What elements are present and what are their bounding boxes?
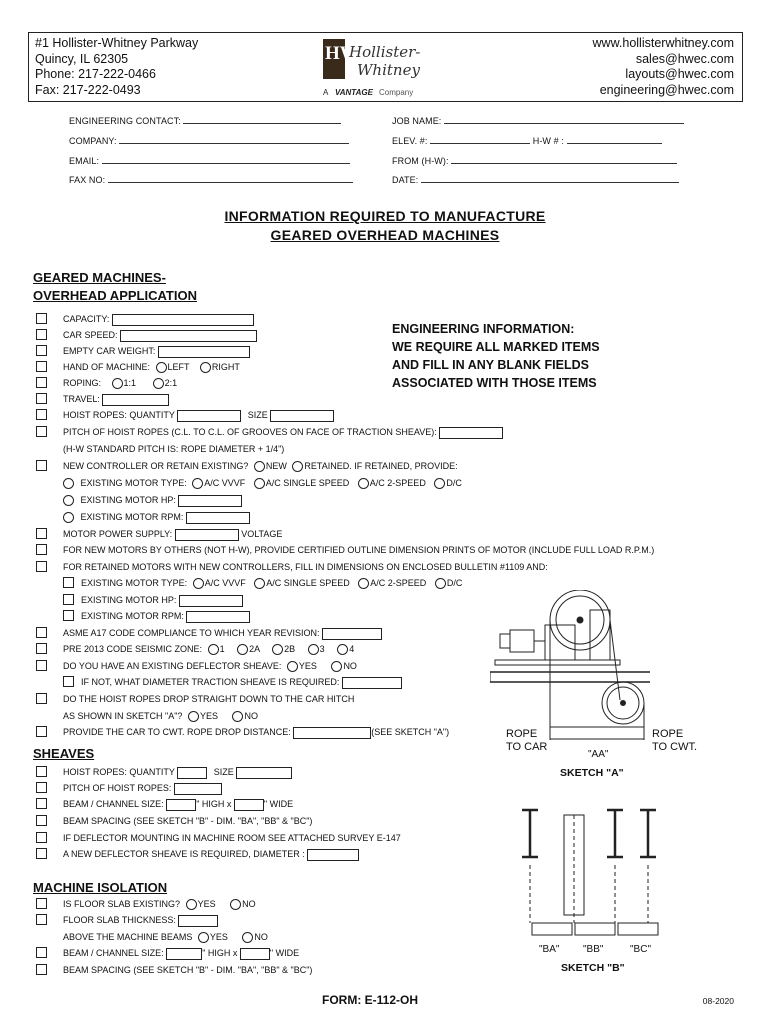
sales-email-link[interactable]: sales@hwec.com xyxy=(635,51,734,66)
above-beams-row xyxy=(63,931,268,943)
controller-new-label: NEW xyxy=(265,461,287,471)
new-motors-checkbox[interactable] xyxy=(36,544,47,555)
header-box xyxy=(28,32,743,102)
as-shown-no-radio[interactable] xyxy=(232,711,243,722)
floor-slab-row xyxy=(63,898,256,910)
logo-name-bottom: Whitney xyxy=(357,61,420,79)
empty-car-weight-input[interactable] xyxy=(158,346,250,358)
new-deflector-row xyxy=(63,848,359,861)
address-line2: Quincy, IL 62305 xyxy=(35,51,129,66)
form-title-line2: GEARED OVERHEAD MACHINES xyxy=(270,227,500,243)
retained-ac-vvvf-label: A/C VVVF xyxy=(204,478,246,488)
elev-input[interactable] xyxy=(430,134,530,144)
retained2-dc-label: D/C xyxy=(446,578,463,588)
engineering-info-box xyxy=(392,320,642,392)
seismic-row xyxy=(63,643,354,655)
zone-2a-label: 2A xyxy=(249,644,260,654)
car-speed-label: CAR SPEED: xyxy=(63,330,118,340)
zone-2b-label: 2B xyxy=(284,644,296,654)
empty-car-weight-checkbox[interactable] xyxy=(36,345,47,356)
travel-label: TRAVEL: xyxy=(63,394,100,404)
engineering-info-line2: WE REQUIRE ALL MARKED ITEMS xyxy=(392,340,600,354)
zone-2a-radio[interactable] xyxy=(237,644,248,655)
roping-row xyxy=(63,377,177,389)
date-label: DATE: xyxy=(392,175,419,185)
isolation-wide-label: " WIDE xyxy=(269,948,300,958)
sheaves-hoist-qty-label: HOIST ROPES: QUANTITY xyxy=(63,767,175,777)
retained2-motor-type-checkbox[interactable] xyxy=(63,577,74,588)
capacity-row xyxy=(63,313,254,326)
capacity-checkbox[interactable] xyxy=(36,313,47,324)
rope-to-cwt-1: ROPE xyxy=(652,728,684,740)
drop-straight-checkbox[interactable] xyxy=(36,693,47,704)
new-controller-label: NEW CONTROLLER OR RETAIN EXISTING? xyxy=(63,461,249,471)
fax-no-row xyxy=(69,173,353,185)
company-row xyxy=(69,134,349,146)
roping-11-label: 1:1 xyxy=(123,378,137,388)
new-deflector-input[interactable] xyxy=(307,849,359,861)
empty-car-weight-label: EMPTY CAR WEIGHT: xyxy=(63,346,156,356)
as-shown-label: AS SHOWN IN SKETCH "A"? xyxy=(63,711,183,721)
floor-thickness-label: FLOOR SLAB THICKNESS: xyxy=(63,915,176,925)
retained-motors-checkbox[interactable] xyxy=(36,561,47,572)
controller-retained-radio[interactable] xyxy=(292,461,303,472)
pitch-checkbox[interactable] xyxy=(36,426,47,437)
logo-name-top: Hollister- xyxy=(349,43,421,61)
as-shown-yes-radio[interactable] xyxy=(188,711,199,722)
sheaves-hoist-ropes-row xyxy=(63,766,292,779)
zone-3-radio[interactable] xyxy=(308,644,319,655)
zone-1-radio[interactable] xyxy=(208,644,219,655)
section-heading-isolation: MACHINE ISOLATION xyxy=(33,880,168,895)
seismic-checkbox[interactable] xyxy=(36,643,47,654)
retained-motor-type-radio[interactable] xyxy=(63,478,74,489)
as-shown-row xyxy=(63,710,258,722)
new-motors-by-others-text: FOR NEW MOTORS BY OTHERS (NOT H-W), PROVIDE CERTIFIED OUTLINE DIMENSION PRINTS OF MOTOR (INCLUDE FULL LOAD R.P.M.) xyxy=(63,545,655,555)
retained2-motor-type-label: EXISTING MOTOR TYPE: xyxy=(81,578,188,588)
bc-dim-label: "BC" xyxy=(630,944,651,955)
isolation-beam-spacing-checkbox[interactable] xyxy=(36,964,47,975)
travel-input[interactable] xyxy=(102,394,169,406)
hoist-ropes-qty-label: HOIST ROPES: QUANTITY xyxy=(63,410,175,420)
new-controller-checkbox[interactable] xyxy=(36,460,47,471)
sheaves-beam-spacing-text: BEAM SPACING (SEE SKETCH "B" - DIM. "BA", "BB" & "BC") xyxy=(63,816,313,826)
hw-label: H-W # : xyxy=(532,136,564,146)
engineering-email-link[interactable]: engineering@hwec.com xyxy=(599,82,734,97)
form-date: 08-2020 xyxy=(702,996,734,1006)
deflector-label: DO YOU HAVE AN EXISTING DEFLECTOR SHEAVE: xyxy=(63,661,282,671)
voltage-label: VOLTAGE xyxy=(241,529,283,539)
retained-ac-single-label: A/C SINGLE SPEED xyxy=(265,478,350,488)
retained-motor-type-label: EXISTING MOTOR TYPE: xyxy=(80,478,187,488)
company-label: COMPANY: xyxy=(69,136,117,146)
bb-dim-label: "BB" xyxy=(583,944,604,955)
drop-distance-input[interactable] xyxy=(293,727,371,739)
deflector-checkbox[interactable] xyxy=(36,660,47,671)
traction-sheave-row xyxy=(81,676,402,689)
job-name-label: JOB NAME: xyxy=(392,116,442,126)
retained-motor-rpm-label: EXISTING MOTOR RPM: xyxy=(80,512,184,522)
email-input[interactable] xyxy=(102,154,350,164)
zone-1-label: 1 xyxy=(219,644,225,654)
asme-row xyxy=(63,627,382,640)
hoist-ropes-size-label: SIZE xyxy=(247,410,268,420)
above-beams-no-label: NO xyxy=(254,932,268,942)
vantage-brand: VANTAGE xyxy=(335,88,373,97)
isolation-beam-wide-input[interactable] xyxy=(240,948,270,960)
hand-of-machine-label: HAND OF MACHINE: xyxy=(63,362,151,372)
sheaves-deflector-mount-checkbox[interactable] xyxy=(36,832,47,843)
capacity-input[interactable] xyxy=(112,314,254,326)
above-beams-no-radio[interactable] xyxy=(242,932,253,943)
as-shown-no-label: NO xyxy=(244,711,258,721)
sheaves-beam-spacing-checkbox[interactable] xyxy=(36,815,47,826)
retained-motor-hp-input[interactable] xyxy=(178,495,242,507)
retained2-ac-single-radio[interactable] xyxy=(254,578,265,589)
engineering-info-line3: AND FILL IN ANY BLANK FIELDS xyxy=(392,358,589,372)
company-input[interactable] xyxy=(119,134,349,144)
floor-slab-label: IS FLOOR SLAB EXISTING? xyxy=(63,899,181,909)
ba-input-shape xyxy=(532,923,572,935)
sheaves-beam-row xyxy=(63,798,293,811)
date-input[interactable] xyxy=(421,173,679,183)
retained2-motor-hp-input[interactable] xyxy=(179,595,243,607)
retained2-motor-rpm-label: EXISTING MOTOR RPM: xyxy=(81,611,184,621)
company-logo xyxy=(321,37,471,99)
retained-ac-2speed-label: A/C 2-SPEED xyxy=(369,478,426,488)
retained-dc-label: D/C xyxy=(446,478,462,488)
new-controller-row xyxy=(63,460,458,472)
sheaves-pitch-label: PITCH OF HOIST ROPES: xyxy=(63,783,172,793)
job-name-row xyxy=(392,114,684,126)
hand-right-radio[interactable] xyxy=(200,362,211,373)
sketch-b-drawing xyxy=(512,805,662,960)
zone-4-radio[interactable] xyxy=(337,644,348,655)
section-heading-overhead: OVERHEAD APPLICATION xyxy=(33,288,197,303)
asme-label: ASME A17 CODE COMPLIANCE TO WHICH YEAR REVISION: xyxy=(63,628,320,638)
retained2-motor-rpm-input[interactable] xyxy=(186,611,250,623)
sheaves-pitch-checkbox[interactable] xyxy=(36,782,47,793)
deflector-no-label: NO xyxy=(343,661,357,671)
retained-motor-rpm-input[interactable] xyxy=(186,512,250,524)
retained2-ac-2speed-label: A/C 2-SPEED xyxy=(370,578,427,588)
form-title-line1: INFORMATION REQUIRED TO MANUFACTURE xyxy=(224,208,546,224)
roping-11-radio[interactable] xyxy=(112,378,123,389)
rope-to-car-2: TO CAR xyxy=(506,741,548,753)
rope-to-cwt-label xyxy=(652,728,697,754)
hand-of-machine-checkbox[interactable] xyxy=(36,361,47,372)
hoist-ropes-qty-input[interactable] xyxy=(177,410,241,422)
fax-no-label: FAX NO: xyxy=(69,175,106,185)
floor-thickness-row xyxy=(63,914,218,927)
controller-new-radio[interactable] xyxy=(254,461,265,472)
rope-to-car-label xyxy=(506,728,547,754)
engineering-info-line1: ENGINEERING INFORMATION: xyxy=(392,322,575,336)
isolation-high-label: " HIGH x xyxy=(202,948,238,958)
deflector-no-radio[interactable] xyxy=(331,661,342,672)
sheaves-pitch-input[interactable] xyxy=(174,783,222,795)
vantage-prefix: A xyxy=(323,88,329,97)
pitch-input[interactable] xyxy=(439,427,503,439)
above-beams-yes-radio[interactable] xyxy=(198,932,209,943)
isolation-beam-label: BEAM / CHANNEL SIZE: xyxy=(63,948,164,958)
travel-checkbox[interactable] xyxy=(36,393,47,404)
deflector-yes-label: YES xyxy=(298,661,317,671)
section-heading-geared: GEARED MACHINES- xyxy=(33,270,166,285)
engineering-contact-row xyxy=(69,114,341,126)
retained-dc-radio[interactable] xyxy=(434,478,445,489)
retained2-motor-hp-label: EXISTING MOTOR HP: xyxy=(81,595,177,605)
sheaves-hoist-qty-input[interactable] xyxy=(177,767,207,779)
roping-checkbox[interactable] xyxy=(36,377,47,388)
retained2-ac-vvvf-label: A/C VVVF xyxy=(204,578,246,588)
floor-slab-yes-label: YES xyxy=(197,899,216,909)
fax-no-input[interactable] xyxy=(108,173,353,183)
vantage-suffix: Company xyxy=(379,88,414,97)
retained2-dc-radio[interactable] xyxy=(435,578,446,589)
logo-letters: HW xyxy=(325,43,359,64)
zone-3-label: 3 xyxy=(319,644,325,654)
job-name-input[interactable] xyxy=(444,114,684,124)
traction-sheave-input[interactable] xyxy=(342,677,402,689)
elev-row xyxy=(392,134,662,146)
drop-distance-label: PROVIDE THE CAR TO CWT. ROPE DROP DISTANCE: xyxy=(63,727,291,737)
above-beams-yes-label: YES xyxy=(209,932,228,942)
see-sketch-a-label: (SEE SKETCH "A") xyxy=(371,727,450,737)
phone: Phone: 217-222-0466 xyxy=(35,67,156,81)
elev-label: ELEV. #: xyxy=(392,136,428,146)
capacity-label: CAPACITY: xyxy=(63,314,110,324)
floor-slab-checkbox[interactable] xyxy=(36,898,47,909)
hand-left-label: LEFT xyxy=(167,362,190,372)
roping-21-radio[interactable] xyxy=(153,378,164,389)
retained2-motor-rpm-row xyxy=(81,610,250,623)
floor-slab-no-label: NO xyxy=(242,899,256,909)
rope-to-car-1: ROPE xyxy=(506,728,538,740)
website-link[interactable]: www.hollisterwhitney.com xyxy=(592,36,734,50)
retained-motor-rpm-radio[interactable] xyxy=(63,512,74,523)
drop-straight-text: DO THE HOIST ROPES DROP STRAIGHT DOWN TO THE CAR HITCH xyxy=(63,694,355,704)
isolation-beam-checkbox[interactable] xyxy=(36,947,47,958)
pitch-row xyxy=(63,426,503,439)
asme-checkbox[interactable] xyxy=(36,627,47,638)
motor-power-checkbox[interactable] xyxy=(36,528,47,539)
base-plate xyxy=(495,660,620,665)
sheaves-beam-label: BEAM / CHANNEL SIZE: xyxy=(63,799,164,809)
car-speed-input[interactable] xyxy=(120,330,257,342)
sketch-a-drawing xyxy=(490,590,670,750)
traction-sheave-label: IF NOT, WHAT DIAMETER TRACTION SHEAVE IS REQUIRED: xyxy=(81,677,340,687)
traction-sheave-checkbox[interactable] xyxy=(63,676,74,687)
zone-2b-radio[interactable] xyxy=(272,644,283,655)
sketch-b-label: SKETCH "B" xyxy=(561,962,625,974)
from-hw-input[interactable] xyxy=(451,154,677,164)
hw-input[interactable] xyxy=(567,134,662,144)
sketch-a-label: SKETCH "A" xyxy=(560,767,624,779)
car-speed-row xyxy=(63,329,257,342)
ba-dim-label: "BA" xyxy=(539,944,560,955)
retained-ac-single-radio[interactable] xyxy=(254,478,265,489)
sheaves-beam-high-input[interactable] xyxy=(166,799,196,811)
retained2-motor-type-row xyxy=(81,577,462,589)
travel-row xyxy=(63,393,169,406)
floor-slab-no-radio[interactable] xyxy=(230,899,241,910)
hoist-ropes-size-input[interactable] xyxy=(270,410,334,422)
floor-thickness-input[interactable] xyxy=(178,915,218,927)
retained-motor-type-row xyxy=(63,477,462,489)
deflector-row xyxy=(63,660,357,672)
sheaves-high-label: " HIGH x xyxy=(196,799,232,809)
new-deflector-label: A NEW DEFLECTOR SHEAVE IS REQUIRED, DIAMETER : xyxy=(63,849,305,859)
section-heading-sheaves: SHEAVES xyxy=(33,746,95,761)
isolation-beam-row xyxy=(63,947,299,960)
floor-slab-yes-radio[interactable] xyxy=(186,899,197,910)
retained2-motor-hp-row xyxy=(81,594,243,607)
motor-power-label: MOTOR POWER SUPPLY: xyxy=(63,529,173,539)
retained-motor-hp-label: EXISTING MOTOR HP: xyxy=(80,495,176,505)
retained-ac-2speed-radio[interactable] xyxy=(358,478,369,489)
form-number: FORM: E-112-OH xyxy=(322,993,419,1007)
drop-distance-row xyxy=(63,726,449,739)
hand-right-label: RIGHT xyxy=(211,362,240,372)
address-line1: #1 Hollister-Whitney Parkway xyxy=(35,36,199,50)
roping-21-label: 2:1 xyxy=(164,378,178,388)
retained2-ac-vvvf-radio[interactable] xyxy=(193,578,204,589)
email-label: EMAIL: xyxy=(69,156,100,166)
controller-retained-label: RETAINED. IF RETAINED, PROVIDE: xyxy=(304,461,458,471)
pitch-note: (H-W STANDARD PITCH IS: ROPE DIAMETER + 1/4") xyxy=(63,444,285,454)
hoist-ropes-row xyxy=(63,409,334,422)
bb-input-shape xyxy=(575,923,615,935)
roping-label: ROPING: xyxy=(63,378,102,388)
from-hw-row xyxy=(392,154,677,166)
retained-motor-rpm-row xyxy=(63,511,250,524)
retained-motor-hp-row xyxy=(63,494,242,507)
retained-ac-vvvf-radio[interactable] xyxy=(192,478,203,489)
retained2-motor-rpm-checkbox[interactable] xyxy=(63,610,74,621)
retained-motor-hp-radio[interactable] xyxy=(63,495,74,506)
motor-power-input[interactable] xyxy=(175,529,239,541)
i-beam-middle xyxy=(607,810,623,857)
hand-left-radio[interactable] xyxy=(156,362,167,373)
retained2-ac-2speed-radio[interactable] xyxy=(358,578,369,589)
floor-thickness-checkbox[interactable] xyxy=(36,914,47,925)
car-speed-checkbox[interactable] xyxy=(36,329,47,340)
deflector-yes-radio[interactable] xyxy=(287,661,298,672)
empty-car-weight-row xyxy=(63,345,250,358)
sheaves-pitch-row xyxy=(63,782,222,795)
above-beams-label: ABOVE THE MACHINE BEAMS xyxy=(63,932,193,942)
aa-input-shape xyxy=(550,727,644,739)
motor-shape xyxy=(510,630,534,652)
retained2-motor-hp-checkbox[interactable] xyxy=(63,594,74,605)
company-contacts xyxy=(593,36,734,98)
sheaves-hoist-size-input[interactable] xyxy=(236,767,292,779)
seismic-label: PRE 2013 CODE SEISMIC ZONE: xyxy=(63,644,203,654)
fax: Fax: 217-222-0493 xyxy=(35,82,141,97)
date-row xyxy=(392,173,679,185)
engineering-contact-label: ENGINEERING CONTACT: xyxy=(69,116,181,126)
sheaves-deflector-mount-text: IF DEFLECTOR MOUNTING IN MACHINE ROOM SEE ATTACHED SURVEY E-147 xyxy=(63,833,401,843)
email-row xyxy=(69,154,350,166)
hoist-ropes-checkbox[interactable] xyxy=(36,409,47,420)
motor-power-row xyxy=(63,528,282,541)
layouts-email-link[interactable]: layouts@hwec.com xyxy=(625,67,734,81)
i-beam-right xyxy=(640,810,656,857)
sheaves-beam-checkbox[interactable] xyxy=(36,798,47,809)
isolation-beam-spacing-text: BEAM SPACING (SEE SKETCH "B" - DIM. "BA", "BB" & "BC") xyxy=(63,965,313,975)
company-address xyxy=(35,36,198,98)
as-shown-yes-label: YES xyxy=(199,711,218,721)
aa-dim-label: "AA" xyxy=(588,749,609,760)
from-hw-label: FROM (H-W): xyxy=(392,156,449,166)
retained2-ac-single-label: A/C SINGLE SPEED xyxy=(266,578,350,588)
sheaves-hoist-ropes-checkbox[interactable] xyxy=(36,766,47,777)
drop-distance-checkbox[interactable] xyxy=(36,726,47,737)
zone-4-label: 4 xyxy=(349,644,355,654)
rope-to-cwt-2: TO CWT. xyxy=(652,741,698,753)
bc-input-shape xyxy=(618,923,658,935)
new-deflector-checkbox[interactable] xyxy=(36,848,47,859)
i-beam-left xyxy=(522,810,538,857)
engineering-contact-input[interactable] xyxy=(183,114,341,124)
retained-motors-text: FOR RETAINED MOTORS WITH NEW CONTROLLERS, FILL IN DIMENSIONS ON ENCLOSED BULLETIN #1109 AND: xyxy=(63,562,548,572)
isolation-beam-high-input[interactable] xyxy=(166,948,202,960)
engineering-info-line4: ASSOCIATED WITH THOSE ITEMS xyxy=(392,376,597,390)
sheaves-wide-label: " WIDE xyxy=(263,799,294,809)
hand-of-machine-row xyxy=(63,361,240,373)
pitch-label: PITCH OF HOIST ROPES (C.L. TO C.L. OF GROOVES ON FACE OF TRACTION SHEAVE): xyxy=(63,427,437,437)
sheaves-beam-wide-input[interactable] xyxy=(234,799,264,811)
sheaves-hoist-size-label: SIZE xyxy=(213,767,234,777)
asme-input[interactable] xyxy=(322,628,382,640)
